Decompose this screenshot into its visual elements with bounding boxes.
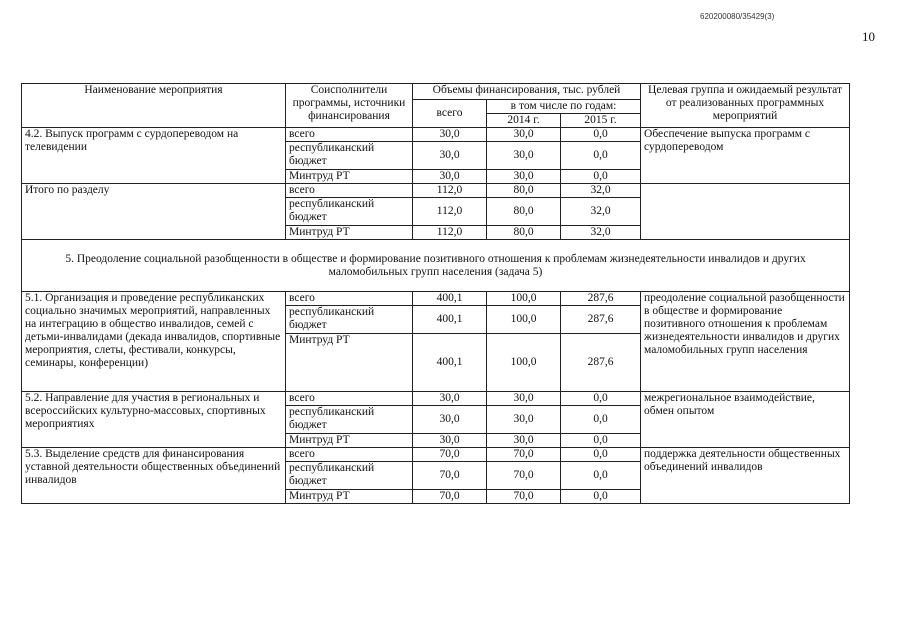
header-target: Целевая группа и ожидаемый результат от реализованных программных мероприятий	[641, 84, 850, 128]
amount-2015: 287,6	[561, 334, 641, 392]
amount-2014: 80,0	[487, 226, 561, 240]
event-name: 4.2. Выпуск программ с сурдопереводом на телевидении	[22, 128, 286, 184]
funding-source: Минтруд РТ	[286, 434, 413, 448]
funding-source: всего	[286, 128, 413, 142]
header-2014: 2014 г.	[487, 114, 561, 128]
amount-2015: 0,0	[561, 406, 641, 434]
block-5-3	[22, 448, 850, 504]
amount-2014: 30,0	[487, 142, 561, 170]
target-group: поддержка деятельности общественных объединений инвалидов	[641, 448, 850, 504]
amount-2015: 32,0	[561, 226, 641, 240]
amount-2014: 100,0	[487, 292, 561, 306]
amount-2015: 0,0	[561, 170, 641, 184]
amount-total: 30,0	[413, 142, 487, 170]
amount-total: 112,0	[413, 184, 487, 198]
amount-total: 112,0	[413, 226, 487, 240]
funding-source: республиканский бюджет	[286, 142, 413, 170]
amount-2014: 100,0	[487, 334, 561, 392]
target-group: межрегиональное взаимодействие, обмен опытом	[641, 392, 850, 448]
amount-total: 400,1	[413, 334, 487, 392]
header-coexec: Соисполнители программы, источники финансирования	[286, 84, 413, 128]
section-5-title: 5. Преодоление социальной разобщенности в обществе и формирование позитивного отношения к проблемам жизнедеятельности инвалидов и других маломобильных групп населения (задача 5)	[22, 240, 850, 292]
amount-total: 30,0	[413, 128, 487, 142]
financing-table	[21, 83, 850, 504]
table-row	[22, 448, 850, 462]
amount-2015: 0,0	[561, 392, 641, 406]
amount-2015: 0,0	[561, 448, 641, 462]
block-5-2	[22, 392, 850, 448]
funding-source: республиканский бюджет	[286, 406, 413, 434]
table-row	[22, 392, 850, 406]
amount-2014: 80,0	[487, 184, 561, 198]
amount-2015: 0,0	[561, 142, 641, 170]
amount-2015: 287,6	[561, 292, 641, 306]
funding-source: Минтруд РТ	[286, 490, 413, 504]
header-by-years: в том числе по годам:	[487, 100, 641, 114]
event-name: 5.3. Выделение средств для финансирования уставной деятельности общественных объединений инвалидов	[22, 448, 286, 504]
amount-2014: 80,0	[487, 198, 561, 226]
amount-total: 70,0	[413, 448, 487, 462]
funding-source: Минтруд РТ	[286, 226, 413, 240]
amount-2014: 30,0	[487, 170, 561, 184]
amount-total: 30,0	[413, 434, 487, 448]
funding-source: всего	[286, 392, 413, 406]
amount-2015: 32,0	[561, 198, 641, 226]
event-name: 5.2. Направление для участия в региональных и всероссийских культурно-массовых, спортивных мероприятиях	[22, 392, 286, 448]
target-group: преодоление социальной разобщенности в обществе и формирование позитивного отношения к проблемам жизнедеятельности инвалидов и других маломобильных групп населения	[641, 292, 850, 392]
amount-2015: 0,0	[561, 462, 641, 490]
amount-2014: 100,0	[487, 306, 561, 334]
page-number: 10	[862, 29, 875, 44]
header-2015: 2015 г.	[561, 114, 641, 128]
amount-total: 70,0	[413, 462, 487, 490]
funding-source: республиканский бюджет	[286, 462, 413, 490]
amount-2014: 70,0	[487, 462, 561, 490]
funding-source: республиканский бюджет	[286, 198, 413, 226]
funding-source: Минтруд РТ	[286, 334, 413, 392]
amount-2014: 30,0	[487, 406, 561, 434]
amount-2014: 30,0	[487, 434, 561, 448]
document-id: 620200080/35429(3)	[700, 12, 775, 21]
amount-2014: 30,0	[487, 128, 561, 142]
header-name: Наименование мероприятия	[22, 84, 286, 128]
funding-source: Минтруд РТ	[286, 170, 413, 184]
amount-2015: 0,0	[561, 128, 641, 142]
funding-source: всего	[286, 292, 413, 306]
amount-total: 30,0	[413, 392, 487, 406]
amount-2015: 0,0	[561, 434, 641, 448]
block-5-1	[22, 292, 850, 392]
amount-total: 30,0	[413, 406, 487, 434]
amount-2014: 70,0	[487, 490, 561, 504]
amount-total: 112,0	[413, 198, 487, 226]
amount-2015: 287,6	[561, 306, 641, 334]
amount-total: 70,0	[413, 490, 487, 504]
amount-total: 30,0	[413, 170, 487, 184]
block-4-2	[22, 128, 850, 184]
funding-source: всего	[286, 448, 413, 462]
header-total: всего	[413, 100, 487, 128]
block-section-total	[22, 184, 850, 240]
table-row	[22, 128, 850, 142]
funding-source: республиканский бюджет	[286, 306, 413, 334]
amount-2014: 70,0	[487, 448, 561, 462]
amount-total: 400,1	[413, 292, 487, 306]
event-name: Итого по разделу	[22, 184, 286, 240]
amount-2015: 0,0	[561, 490, 641, 504]
header-volumes: Объемы финансирования, тыс. рублей	[413, 84, 641, 100]
table-row	[22, 184, 850, 198]
amount-total: 400,1	[413, 306, 487, 334]
target-group: Обеспечение выпуска программ с сурдопереводом	[641, 128, 850, 184]
amount-2014: 30,0	[487, 392, 561, 406]
event-name: 5.1. Организация и проведение республиканских социально значимых мероприятий, направленных на интеграцию в общество инвалидов, семей с детьми-инвалидами (декада инвалидов, спортивные мероприятия, слеты, фестивали, конкурсы, семинары, конференции)	[22, 292, 286, 392]
target-group	[641, 184, 850, 240]
funding-source: всего	[286, 184, 413, 198]
table-row	[22, 292, 850, 306]
amount-2015: 32,0	[561, 184, 641, 198]
